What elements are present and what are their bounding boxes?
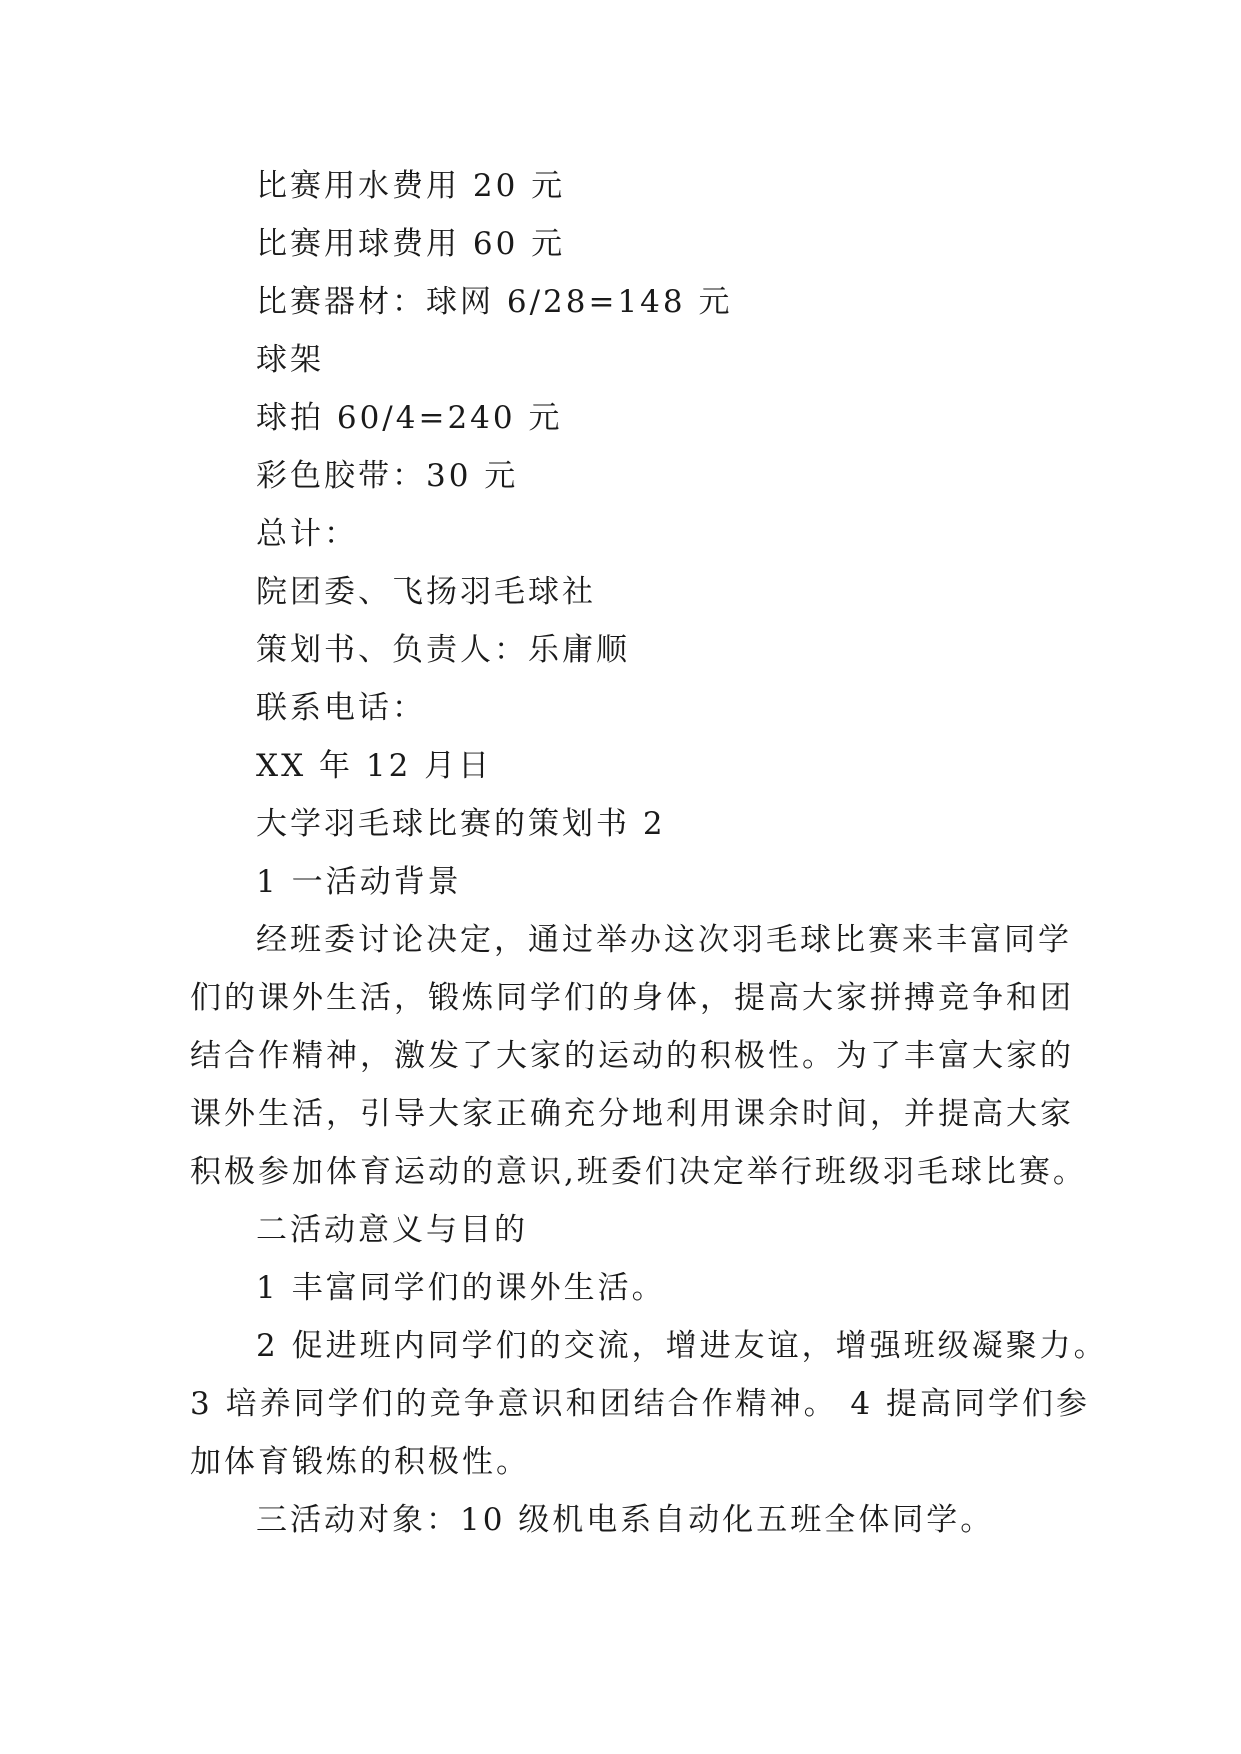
paragraph-line: 经班委讨论决定，通过举办这次羽毛球比赛来丰富同学 <box>256 922 1072 958</box>
contact-phone: 联系电话： <box>256 690 426 726</box>
budget-rack: 球架 <box>256 342 324 378</box>
paragraph-line: 结合作精神，激发了大家的运动的积极性。为了丰富大家的 <box>190 1038 1074 1074</box>
purpose-item: 2 促进班内同学们的交流，增进友谊，增强班级凝聚力。 <box>256 1328 1108 1364</box>
paragraph-line: 们的课外生活，锻炼同学们的身体，提高大家拼搏竞争和团 <box>190 980 1074 1016</box>
paragraph-line: 积极参加体育运动的意识,班委们决定举行班级羽毛球比赛。 <box>190 1154 1087 1190</box>
purpose-item: 1 丰富同学们的课外生活。 <box>256 1270 666 1306</box>
heading-participants: 三活动对象：10 级机电系自动化五班全体同学。 <box>256 1502 995 1538</box>
date-line: XX 年 12 月日 <box>256 748 493 784</box>
organizer: 院团委、飞扬羽毛球社 <box>256 574 596 610</box>
budget-total: 总计： <box>256 516 358 552</box>
purpose-item: 3 培养同学们的竞争意识和团结合作精神。 4 提高同学们参 <box>190 1386 1091 1422</box>
budget-shuttlecock: 比赛用球费用 60 元 <box>256 226 566 262</box>
budget-tape: 彩色胶带：30 元 <box>256 458 519 494</box>
budget-equipment-net: 比赛器材：球网 6/28=148 元 <box>256 284 733 320</box>
paragraph-line: 课外生活，引导大家正确充分地利用课余时间，并提高大家 <box>190 1096 1074 1132</box>
purpose-item-continued: 加体育锻炼的积极性。 <box>190 1444 530 1480</box>
section-title: 大学羽毛球比赛的策划书 2 <box>256 806 666 842</box>
heading-background: 1 一活动背景 <box>256 864 462 900</box>
heading-purpose: 二活动意义与目的 <box>256 1212 528 1248</box>
budget-water: 比赛用水费用 20 元 <box>256 168 566 204</box>
budget-racket: 球拍 60/4=240 元 <box>256 400 563 436</box>
person-in-charge: 策划书、负责人：乐庸顺 <box>256 632 630 668</box>
